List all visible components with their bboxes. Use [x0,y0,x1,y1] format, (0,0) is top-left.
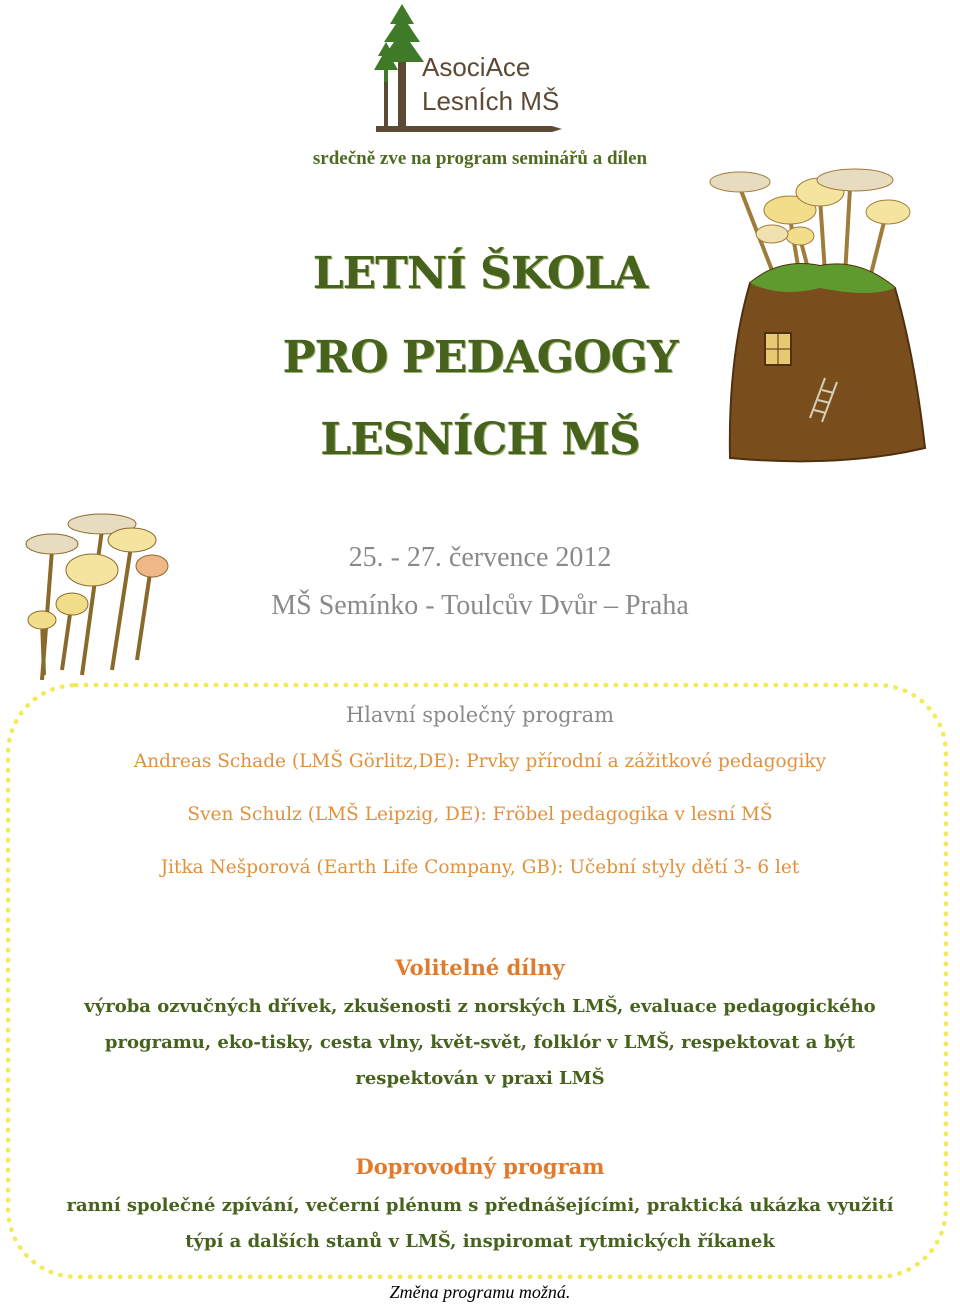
workshops-heading: Volitelné dílny [395,955,565,980]
workshops-list [50,989,910,1097]
side-program-line: ranní společné zpívání, večerní plénum s přednášejícími, praktická ukázka využití [66,1195,894,1216]
title-line-3: LESNÍCH MŠ [320,414,640,465]
event-date: 25. - 27. července 2012 [348,542,612,573]
workshops-line: respektován v praxi LMŠ [355,1068,605,1089]
title-line-2: PRO PEDAGOGY [282,332,678,383]
mushroom-hut-illustration [700,158,950,488]
speaker-item: Sven Schulz (LMŠ Leipzig, DE): Fröbel pedagogika v lesní MŠ [187,804,773,825]
side-program-list [20,1188,940,1260]
change-note: Změna programu možná. [389,1282,571,1302]
logo-line2: LesnÍch MŠ [422,86,560,116]
event-venue: MŠ Semínko - Toulcův Dvůr – Praha [271,590,689,621]
invite-text: srdečně zve na program seminářů a dílen [312,148,648,169]
side-program-heading: Doprovodný program [355,1154,605,1179]
mushrooms-illustration [22,510,182,690]
logo-line1: AsociAce [422,52,531,82]
main-program-heading: Hlavní společný program [345,703,615,727]
speaker-item: Andreas Schade (LMŠ Görlitz,DE): Prvky přírodní a zážitkové pedagogiky [133,751,827,772]
association-logo [372,2,572,134]
speaker-item: Jitka Nešporová (Earth Life Company, GB): Učební styly dětí 3- 6 let [160,857,800,878]
side-program-line: týpí a dalších stanů v LMŠ, inspiromat rytmických říkanek [185,1231,775,1252]
workshops-line: programu, eko-tisky, cesta vlny, květ-svět, folklór v LMŠ, respektovat a být [104,1032,856,1053]
workshops-line: výroba ozvučných dřívek, zkušenosti z norských LMŠ, evaluace pedagogického [84,996,876,1017]
title-line-1: LETNÍ ŠKOLA [312,248,648,299]
